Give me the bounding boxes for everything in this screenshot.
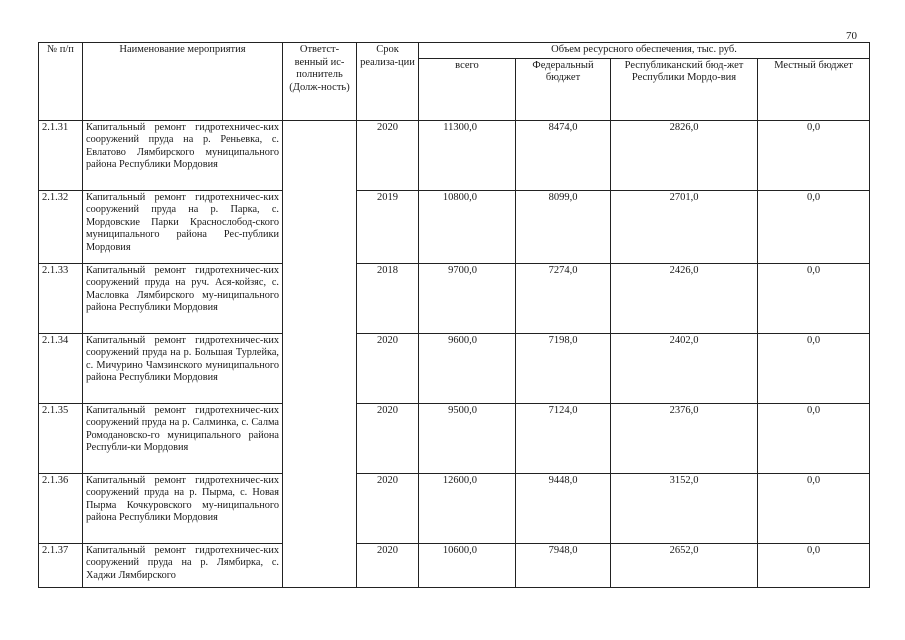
- header-num: № п/п: [39, 43, 83, 121]
- resource-table: [38, 42, 870, 588]
- row-total: 10800,0: [419, 190, 516, 263]
- row-federal: 9448,0: [516, 473, 611, 543]
- row-name: Капитальный ремонт гидротехничес-ких сооружений пруда на р. Лямбирка, с. Хаджи Лямбирского: [83, 543, 283, 587]
- row-num: 2.1.34: [39, 333, 83, 403]
- row-total: 11300,0: [419, 120, 516, 190]
- row-total: 10600,0: [419, 543, 516, 587]
- row-year: 2020: [357, 120, 419, 190]
- row-republican: 3152,0: [611, 473, 758, 543]
- header-term: Срок реализа-ции: [357, 43, 419, 121]
- row-num: 2.1.35: [39, 403, 83, 473]
- row-year: 2020: [357, 403, 419, 473]
- table-row: [39, 473, 870, 543]
- row-republican: 2701,0: [611, 190, 758, 263]
- header-federal: Федеральный бюджет: [516, 58, 611, 120]
- row-republican: 2402,0: [611, 333, 758, 403]
- row-republican: 2652,0: [611, 543, 758, 587]
- row-num: 2.1.36: [39, 473, 83, 543]
- row-name: Капитальный ремонт гидротехничес-ких сооружений пруда на р. Салминка, с. Салма Ромодановско-го муниципального района Республи-ки Мордовия: [83, 403, 283, 473]
- row-year: 2019: [357, 190, 419, 263]
- header-republican: Республиканский бюд-жет Республики Мордо-вия: [611, 58, 758, 120]
- row-num: 2.1.33: [39, 263, 83, 333]
- header-local: Местный бюджет: [758, 58, 870, 120]
- row-federal: 8099,0: [516, 190, 611, 263]
- row-republican: 2826,0: [611, 120, 758, 190]
- row-local: 0,0: [758, 190, 870, 263]
- row-total: 9600,0: [419, 333, 516, 403]
- row-name: Капитальный ремонт гидротехничес-ких сооружений пруда на р. Большая Турлейка, с. Мичурино Чамзинского муниципального района Республики Мордовия: [83, 333, 283, 403]
- row-republican: 2376,0: [611, 403, 758, 473]
- row-year: 2018: [357, 263, 419, 333]
- row-federal: 7198,0: [516, 333, 611, 403]
- row-federal: 7274,0: [516, 263, 611, 333]
- row-year: 2020: [357, 543, 419, 587]
- row-total: 9500,0: [419, 403, 516, 473]
- row-year: 2020: [357, 333, 419, 403]
- row-local: 0,0: [758, 403, 870, 473]
- row-local: 0,0: [758, 473, 870, 543]
- row-local: 0,0: [758, 263, 870, 333]
- table-row: [39, 263, 870, 333]
- table-row: [39, 403, 870, 473]
- row-federal: 7948,0: [516, 543, 611, 587]
- row-federal: 7124,0: [516, 403, 611, 473]
- row-name: Капитальный ремонт гидротехничес-ких сооружений пруда на р. Парка, с. Мордовские Парки Краснослобод-ского муниципального района Рес-публики Мордовия: [83, 190, 283, 263]
- table-row: [39, 333, 870, 403]
- header-volume: Объем ресурсного обеспечения, тыс. руб.: [419, 43, 870, 59]
- row-local: 0,0: [758, 543, 870, 587]
- row-local: 0,0: [758, 120, 870, 190]
- table-row: [39, 190, 870, 263]
- row-num: 2.1.32: [39, 190, 83, 263]
- row-total: 9700,0: [419, 263, 516, 333]
- header-name: Наименование мероприятия: [83, 43, 283, 121]
- header-total: всего: [419, 58, 516, 120]
- page-number: 70: [846, 30, 857, 42]
- row-year: 2020: [357, 473, 419, 543]
- row-num: 2.1.37: [39, 543, 83, 587]
- row-name: Капитальный ремонт гидротехничес-ких сооружений пруда на р. Пырма, с. Новая Пырма Кочкуровского му-ниципального района Республики Мордовия: [83, 473, 283, 543]
- row-total: 12600,0: [419, 473, 516, 543]
- row-name: Капитальный ремонт гидротехничес-ких сооружений пруда на р. Реньевка, с. Евлатово Лямбирского муниципального района Республики Мордовия: [83, 120, 283, 190]
- table-row: [39, 543, 870, 587]
- row-num: 2.1.31: [39, 120, 83, 190]
- row-local: 0,0: [758, 333, 870, 403]
- row-name: Капитальный ремонт гидротехничес-ких сооружений пруда на руч. Ася-койзяс, с. Масловка Лямбирского му-ниципального района Республики Мордовия: [83, 263, 283, 333]
- header-responsible: Ответст-венный ис-полнитель (Долж-ность): [283, 43, 357, 121]
- row-republican: 2426,0: [611, 263, 758, 333]
- responsible-cell: [283, 120, 357, 587]
- table-row: [39, 120, 870, 190]
- row-federal: 8474,0: [516, 120, 611, 190]
